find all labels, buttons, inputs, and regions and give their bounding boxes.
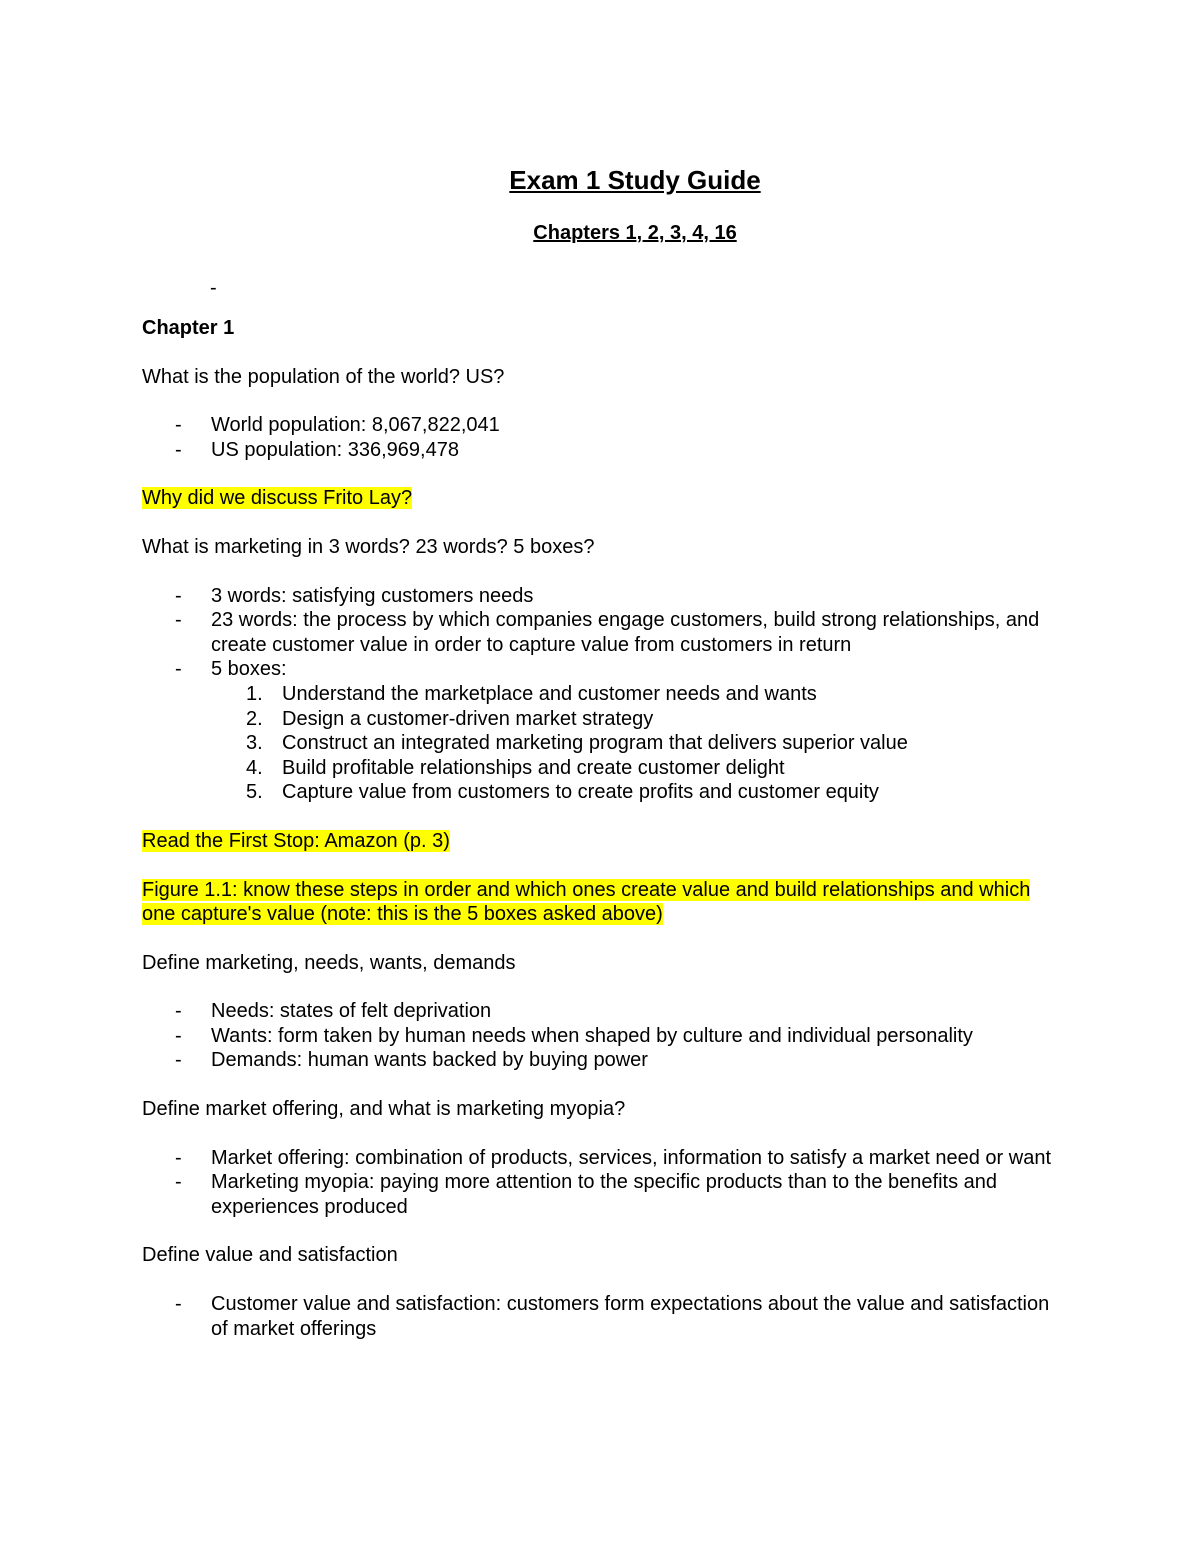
question-block bbox=[142, 1243, 1062, 1341]
list-item-text: Needs: states of felt deprivation bbox=[211, 1000, 492, 1023]
list-item-text: Marketing myopia: paying more attention to the specific products than to the benefits and experiences produced bbox=[211, 1171, 998, 1218]
list-item-text: Demands: human wants backed by buying power bbox=[211, 1049, 648, 1072]
numbered-item bbox=[211, 780, 1062, 805]
question-label: What is marketing in 3 words? 23 words? 5 boxes? bbox=[142, 535, 595, 558]
highlighted-question bbox=[142, 829, 1062, 854]
list-item-text: Customer value and satisfaction: customers form expectations about the value and satisfaction of market offerings bbox=[211, 1293, 1050, 1340]
item-number: 3. bbox=[246, 732, 263, 755]
numbered-item-text: Construct an integrated marketing program that delivers superior value bbox=[282, 732, 908, 755]
question-text bbox=[142, 365, 1062, 390]
dash-bullet: - bbox=[175, 438, 182, 461]
dash-bullet: - bbox=[175, 1000, 182, 1023]
list-item-text: World population: 8,067,822,041 bbox=[211, 414, 500, 437]
question-block bbox=[142, 951, 1062, 1073]
list-item bbox=[142, 999, 1062, 1024]
numbered-list bbox=[211, 682, 1062, 805]
dash-bullet: - bbox=[175, 1171, 182, 1194]
question-block bbox=[142, 486, 1062, 511]
answer-list bbox=[142, 584, 1062, 805]
list-item bbox=[142, 438, 1062, 463]
item-number: 4. bbox=[246, 756, 263, 779]
list-item bbox=[142, 1170, 1062, 1219]
question-label: Read the First Stop: Amazon (p. 3) bbox=[142, 829, 450, 852]
document-subtitle: Chapters 1, 2, 3, 4, 16 bbox=[533, 222, 737, 244]
question-block bbox=[142, 365, 1062, 463]
numbered-item-text: Design a customer-driven market strategy bbox=[282, 707, 654, 730]
dash-bullet: - bbox=[175, 1293, 182, 1316]
document-body bbox=[142, 316, 1062, 1365]
list-item bbox=[142, 584, 1062, 609]
question-label: Why did we discuss Frito Lay? bbox=[142, 487, 413, 510]
stray-dash: - bbox=[210, 277, 217, 299]
numbered-item-text: Understand the marketplace and customer needs and wants bbox=[282, 682, 817, 705]
question-text bbox=[142, 1097, 1062, 1122]
list-item-text: Wants: form taken by human needs when shaped by culture and individual personality bbox=[211, 1024, 973, 1047]
numbered-item bbox=[211, 707, 1062, 732]
question-label: What is the population of the world? US? bbox=[142, 365, 505, 388]
answer-list bbox=[142, 1292, 1062, 1341]
answer-list bbox=[142, 1146, 1062, 1220]
highlighted-question bbox=[142, 878, 1062, 927]
question-label: Define market offering, and what is marketing myopia? bbox=[142, 1098, 626, 1121]
item-number: 2. bbox=[246, 707, 263, 730]
list-item bbox=[142, 413, 1062, 438]
question-label: Define value and satisfaction bbox=[142, 1244, 398, 1267]
question-label: Define marketing, needs, wants, demands bbox=[142, 951, 516, 974]
chapter-heading: Chapter 1 bbox=[142, 317, 235, 339]
list-item bbox=[142, 1024, 1062, 1049]
list-item bbox=[142, 657, 1062, 805]
numbered-item bbox=[211, 682, 1062, 707]
list-item-text: 5 boxes: bbox=[211, 658, 287, 681]
answer-list bbox=[142, 999, 1062, 1073]
dash-bullet: - bbox=[175, 1049, 182, 1072]
item-number: 5. bbox=[246, 781, 263, 804]
question-text bbox=[142, 951, 1062, 976]
question-block bbox=[142, 878, 1062, 927]
list-item-text: 23 words: the process by which companies engage customers, build strong relationships, and create customer value in order to capture value from customers in return bbox=[211, 609, 1040, 656]
question-sections bbox=[142, 365, 1062, 1342]
document-title: Exam 1 Study Guide bbox=[509, 165, 761, 195]
list-item bbox=[142, 608, 1062, 657]
list-item-text: 3 words: satisfying customers needs bbox=[211, 584, 534, 607]
answer-list bbox=[142, 413, 1062, 462]
numbered-item-text: Capture value from customers to create profits and customer equity bbox=[282, 781, 879, 804]
dash-bullet: - bbox=[175, 1024, 182, 1047]
highlighted-question bbox=[142, 486, 1062, 511]
list-item-text: Market offering: combination of products, services, information to satisfy a market need or want bbox=[211, 1146, 1052, 1169]
list-item-text: US population: 336,969,478 bbox=[211, 438, 459, 461]
dash-bullet: - bbox=[175, 414, 182, 437]
question-block bbox=[142, 535, 1062, 805]
list-item bbox=[142, 1292, 1062, 1341]
dash-bullet: - bbox=[175, 1146, 182, 1169]
dash-bullet: - bbox=[175, 658, 182, 681]
numbered-item-text: Build profitable relationships and create customer delight bbox=[282, 756, 785, 779]
dash-bullet: - bbox=[175, 584, 182, 607]
dash-bullet: - bbox=[175, 609, 182, 632]
list-item bbox=[142, 1146, 1062, 1171]
item-number: 1. bbox=[246, 682, 263, 705]
numbered-item bbox=[211, 731, 1062, 756]
question-label: Figure 1.1: know these steps in order and which ones create value and build relationships and which one capture's value (note: this is the 5 boxes asked above) bbox=[142, 878, 1031, 926]
question-block bbox=[142, 1097, 1062, 1219]
question-text bbox=[142, 535, 1062, 560]
numbered-item bbox=[211, 756, 1062, 781]
question-text bbox=[142, 1243, 1062, 1268]
question-block bbox=[142, 829, 1062, 854]
list-item bbox=[142, 1048, 1062, 1073]
